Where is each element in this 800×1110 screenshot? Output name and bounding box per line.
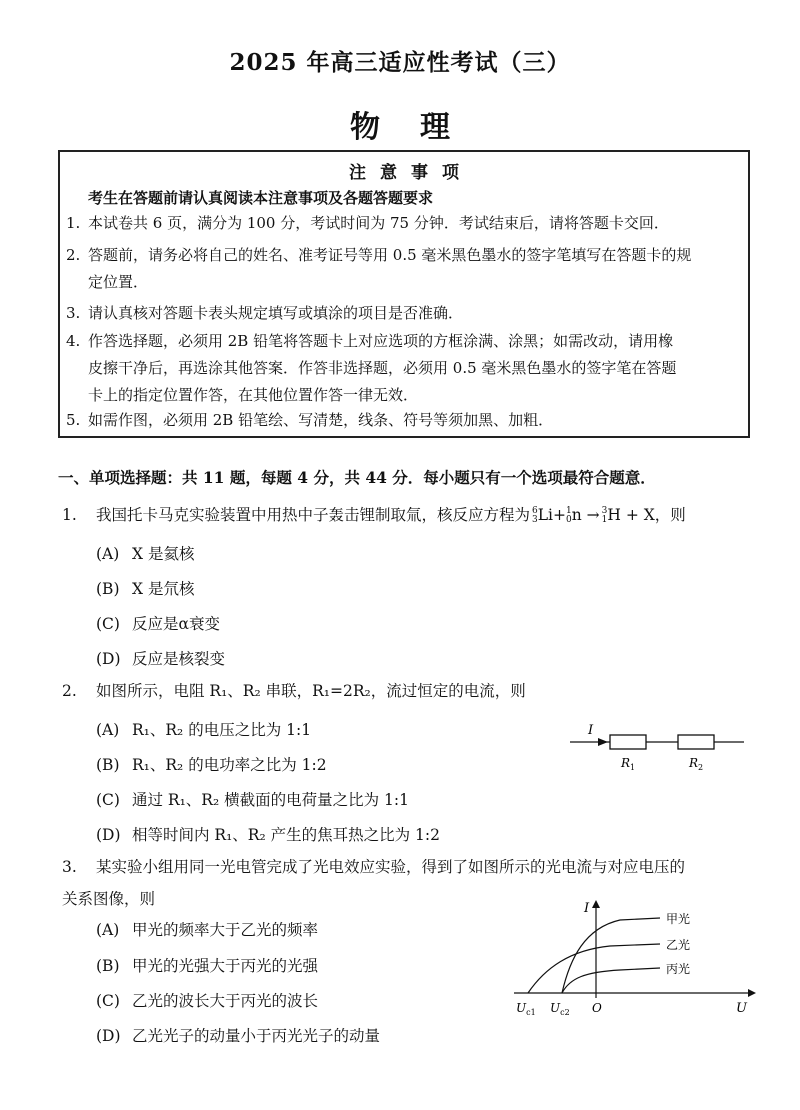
photocurrent-graph — [500, 898, 760, 1020]
question-stem-continued: 关系图像，则 — [62, 890, 156, 908]
option-a[interactable] — [96, 918, 318, 940]
notice-item-number: 2. — [66, 246, 81, 264]
curve-jia — [562, 918, 660, 993]
notice-heading: 注意事项 — [349, 163, 473, 183]
notice-item — [66, 300, 746, 327]
option-text: 乙光光子的动量小于丙光光子的动量 — [132, 1027, 381, 1045]
curve-label-jia: 甲光 — [666, 912, 691, 926]
notice-item-number: 5. — [66, 411, 81, 429]
mass-number: 1 — [566, 506, 572, 516]
option-b[interactable] — [96, 753, 327, 775]
atomic-number: 3 — [532, 515, 538, 525]
notice-item-line: 如需作图，必须用 2B 铅笔绘、写清楚，线条、符号等须加黑、加粗． — [88, 411, 554, 429]
option-text: 反应是核裂变 — [132, 650, 226, 668]
mass-number: 3 — [601, 506, 608, 516]
y-axis-arrow-icon — [592, 900, 600, 908]
atomic-number: 1 — [601, 515, 608, 525]
option-text: 乙光的波长大于丙光的波长 — [132, 992, 319, 1010]
current-arrow-icon — [598, 738, 608, 746]
question-stem-text: 我国托卡马克实验装置中用热中子轰击锂制取氚，核反应方程为 — [96, 506, 531, 524]
resistor-r1 — [610, 735, 646, 749]
option-label: (D) — [96, 826, 121, 844]
notice-item — [66, 328, 746, 409]
option-text: 反应是α衰变 — [132, 615, 220, 633]
notice-item-line: 本试卷共 6 页，满分为 100 分，考试时间为 75 分钟．考试结束后，请将答题卡交回． — [88, 214, 669, 232]
option-d[interactable] — [96, 823, 440, 845]
nuclide-symbol: n — [571, 506, 582, 524]
subject-title: 物理 — [350, 110, 490, 145]
option-label: (C) — [96, 615, 120, 633]
option-b[interactable] — [96, 954, 318, 976]
circuit-diagram — [562, 722, 752, 774]
option-text: X 是氘核 — [132, 580, 195, 598]
question-number: 3. — [62, 858, 77, 876]
option-c[interactable] — [96, 989, 318, 1011]
current-label: I — [588, 723, 594, 738]
option-text: 甲光的光强大于丙光的光强 — [132, 957, 319, 975]
notice-item-number: 4. — [66, 332, 81, 350]
option-d[interactable] — [96, 647, 225, 669]
option-label: (D) — [96, 1027, 121, 1045]
question-number: 1. — [62, 506, 77, 524]
nuclide-symbol: Li+ — [537, 506, 566, 524]
option-label: (A) — [96, 721, 120, 739]
question-stem: 如图所示，电阻 R₁、R₂ 串联，R₁=2R₂，流过恒定的电流，则 — [96, 682, 526, 700]
option-label: (C) — [96, 992, 120, 1010]
option-text: 甲光的频率大于乙光的频率 — [132, 921, 319, 939]
curve-label-bing: 丙光 — [666, 962, 691, 976]
curve-label-yi: 乙光 — [666, 938, 691, 952]
option-label: (B) — [96, 580, 120, 598]
notice-item — [66, 407, 746, 434]
option-text: R₁、R₂ 的电压之比为 1:1 — [132, 721, 312, 739]
notice-item-number: 3. — [66, 304, 81, 322]
x-axis-arrow-icon — [748, 989, 756, 997]
option-label: (B) — [96, 756, 120, 774]
option-c[interactable] — [96, 788, 409, 810]
notice-item-line: 答题前，请务必将自己的姓名、准考证号等用 0.5 毫米黑色墨水的签字笔填写在答题卡的规 — [88, 246, 692, 264]
option-label: (A) — [96, 545, 120, 563]
option-label: (C) — [96, 791, 120, 809]
notice-subheading: 考生在答题前请认真阅读本注意事项及各题答题要求 — [88, 189, 434, 207]
question-stem: 某实验小组用同一光电管完成了光电效应实验，得到了如图所示的光电流与对应电压的 — [96, 858, 686, 876]
option-text: 相等时间内 R₁、R₂ 产生的焦耳热之比为 1:2 — [132, 826, 440, 844]
option-label: (D) — [96, 650, 121, 668]
origin-label: O — [592, 1001, 602, 1015]
reaction-arrow: → — [586, 506, 600, 524]
question-number: 2. — [62, 682, 77, 700]
nuclide-symbol: H — [607, 506, 621, 524]
option-label: (A) — [96, 921, 120, 939]
option-label: (B) — [96, 957, 120, 975]
notice-item — [66, 210, 746, 237]
notice-item-number: 1. — [66, 214, 81, 232]
r2-label: $R_2$ — [689, 756, 704, 772]
uc2-label: $U_{c2}$ — [550, 1001, 570, 1017]
resistor-r2 — [678, 735, 714, 749]
question-stem — [96, 500, 686, 530]
r1-label: $R_1$ — [621, 756, 636, 772]
x-axis-label: U — [736, 1001, 747, 1016]
option-text: X 是氦核 — [132, 545, 195, 563]
uc1-label: $U_{c1}$ — [516, 1001, 536, 1017]
option-a[interactable] — [96, 542, 194, 564]
mass-number: 6 — [532, 506, 538, 516]
section-title: 一、单项选择题：共 11 题，每题 4 分，共 44 分．每小题只有一个选项最符合题意． — [58, 468, 656, 487]
curve-bing — [562, 968, 660, 993]
option-b[interactable] — [96, 577, 194, 599]
exam-title: 2025 年高三适应性考试（三） — [229, 49, 571, 76]
option-a[interactable] — [96, 718, 311, 740]
y-axis-label: I — [584, 901, 590, 916]
question-stem-text: + X，则 — [625, 506, 686, 524]
option-c[interactable] — [96, 612, 220, 634]
notice-item-line: 卡上的指定位置作答，在其他位置作答一律无效． — [88, 386, 419, 404]
notice-box — [58, 150, 750, 438]
option-text: 通过 R₁、R₂ 横截面的电荷量之比为 1:1 — [132, 791, 409, 809]
notice-item — [66, 242, 746, 296]
notice-item-line: 定位置． — [88, 273, 149, 291]
notice-item-line: 请认真核对答题卡表头规定填写或填涂的项目是否准确． — [88, 304, 464, 322]
notice-item-line: 皮擦干净后，再选涂其他答案．作答非选择题，必须用 0.5 毫米黑色墨水的签字笔在答题 — [88, 359, 677, 377]
notice-item-line: 作答选择题，必须用 2B 铅笔将答题卡上对应选项的方框涂满、涂黑；如需改动，请用橡 — [88, 332, 674, 350]
option-d[interactable] — [96, 1024, 380, 1046]
option-text: R₁、R₂ 的电功率之比为 1:2 — [132, 756, 327, 774]
atomic-number: 0 — [566, 515, 572, 525]
